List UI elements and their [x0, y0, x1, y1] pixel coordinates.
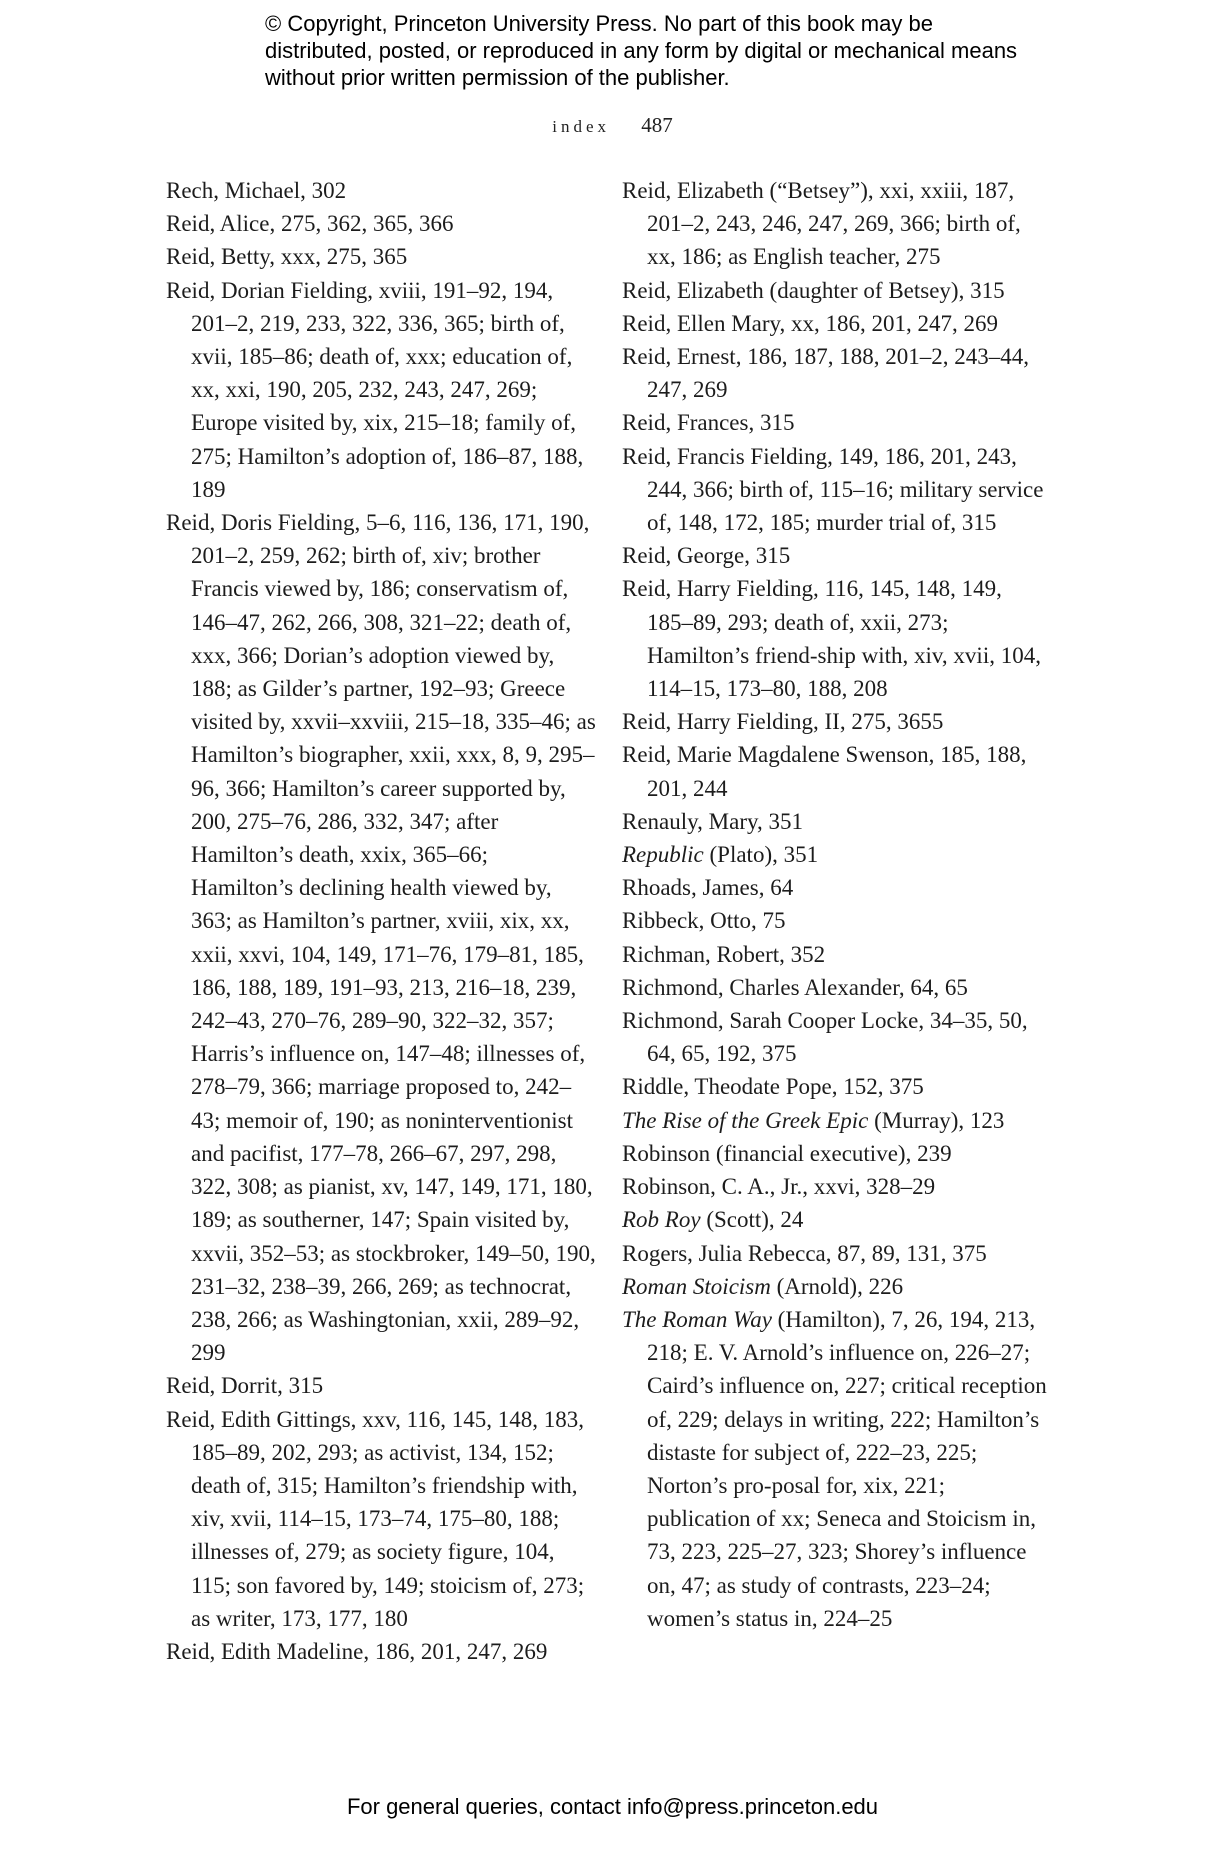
index-entry-text: (Scott), 24: [700, 1207, 804, 1233]
index-entry-text: (Murray), 123: [868, 1107, 1005, 1133]
index-entry: [622, 871, 1052, 904]
index-entry: [622, 406, 1052, 439]
index-entry: [622, 1203, 1052, 1236]
index-entry-title: Republic: [622, 842, 704, 868]
index-entry-text: Reid, Elizabeth (“Betsey”), xxi, xxiii, 187, 201–2, 243, 246, 247, 269, 366; birth of, xx, 186; as English teacher, 275: [622, 178, 1021, 270]
copyright-notice: © Copyright, Princeton University Press. No part of this book may be distributed, posted, or reproduced in any form by digital or mechanical means without prior written permission of the publisher.: [265, 11, 1018, 90]
page-number: 487: [641, 113, 673, 137]
index-entry: [622, 805, 1052, 838]
index-entry: [166, 207, 596, 240]
index-entry: [166, 1635, 596, 1668]
index-entry: [622, 307, 1052, 340]
index-entry-text: Reid, Edith Gittings, xxv, 116, 145, 148, 183, 185–89, 202, 293; as activist, 134, 152; death of, 315; Hamilton’s friendship with, xiv, xvii, 114–15, 173–74, 175–80, 188; illnesses of, 279; as society figure, 104, 115; son favored by, 149; stoicism of, 273; as writer, 173, 177, 180: [166, 1406, 585, 1631]
index-entry: [622, 971, 1052, 1004]
index-entry-text: Rogers, Julia Rebecca, 87, 89, 131, 375: [622, 1240, 987, 1266]
index-entry: [622, 539, 1052, 572]
index-entry-text: Reid, Dorrit, 315: [166, 1373, 324, 1399]
index-entry: [622, 1303, 1052, 1635]
index-entry: [622, 705, 1052, 738]
index-entry: [622, 1137, 1052, 1170]
index-entry-text: Rhoads, James, 64: [622, 875, 794, 901]
index-entry-text: Robinson, C. A., Jr., xxvi, 328–29: [622, 1174, 936, 1200]
index-entry-text: Reid, Elizabeth (daughter of Betsey), 315: [622, 277, 1005, 303]
index-entry: [622, 938, 1052, 971]
index-entry: [166, 1403, 596, 1635]
index-entry-text: Reid, Francis Fielding, 149, 186, 201, 243, 244, 366; birth of, 115–16; military service of, 148, 172, 185; murder trial of, 315: [622, 443, 1044, 536]
index-entry-text: Reid, Betty, xxx, 275, 365: [166, 244, 408, 270]
index-entry-text: (Hamilton), 7, 26, 194, 213, 218; E. V. Arnold’s influence on, 226–27; Caird’s influence on, 227; critical reception of, 229; delays in writing, 222; Hamilton’s distaste for subject of, 222–23, 225; Norton’s pro-posal for, xix, 221; publication of xx; Seneca and Stoicism in, 73, 223, 225–27, 323; Shorey’s influence on, 47; as study of contrasts, 223–24; women’s status in, 224–25: [647, 1306, 1047, 1631]
index-entry-text: Renauly, Mary, 351: [622, 808, 803, 834]
index-entry: [622, 738, 1052, 804]
index-entry-text: Richmond, Sarah Cooper Locke, 34–35, 50, 64, 65, 192, 375: [622, 1008, 1028, 1067]
index-entry-text: Reid, George, 315: [622, 543, 791, 569]
footer-contact: For general queries, contact info@press.princeton.edu: [346, 1794, 879, 1819]
index-entry: [166, 274, 596, 506]
index-entry-text: Reid, Dorian Fielding, xviii, 191–92, 194, 201–2, 219, 233, 322, 336, 365; birth of, xvii, 185–86; death of, xxx; education of, xx, xxi, 190, 205, 232, 243, 247, 269; Europe visited by, xix, 215–18; family of, 275; Hamilton’s adoption of, 186–87, 188, 189: [166, 277, 584, 502]
index-entry: [622, 904, 1052, 937]
index-entry-text: Reid, Frances, 315: [622, 410, 795, 436]
index-entry-text: Richmond, Charles Alexander, 64, 65: [622, 974, 968, 1000]
index-entry-title: Rob Roy: [622, 1207, 701, 1233]
index-entry: [622, 1270, 1052, 1303]
index-entry-text: (Arnold), 226: [770, 1273, 904, 1299]
index-entry-text: Reid, Ernest, 186, 187, 188, 201–2, 243–44, 247, 269: [622, 344, 1029, 403]
index-entry-text: Ribbeck, Otto, 75: [622, 908, 786, 934]
index-entry: [622, 274, 1052, 307]
index-entry: [622, 1237, 1052, 1270]
index-entry: [166, 506, 596, 1369]
index-entry: [622, 838, 1052, 871]
index-entry-text: Reid, Ellen Mary, xx, 186, 201, 247, 269: [622, 310, 999, 336]
index-entry: [166, 174, 596, 207]
index-entry: [166, 1369, 596, 1402]
index-entry: [622, 572, 1052, 705]
index-entry-text: Robinson (financial executive), 239: [622, 1140, 952, 1166]
index-entry-text: Reid, Doris Fielding, 5–6, 116, 136, 171, 190, 201–2, 259, 262; birth of, xiv; brother Francis viewed by, 186; conservatism of, 146–47, 262, 266, 308, 321–22; death of, xxx, 366; Dorian’s adoption viewed by, 188; as Gilder’s partner, 192–93; Greece visited by, xxvii–xxviii, 215–18, 335–46; as Hamilton’s biographer, xxii, xxx, 8, 9, 295–96, 366; Hamilton’s career supported by, 200, 275–76, 286, 332, 347; after Hamilton’s death, xxix, 365–66; Hamilton’s declining health viewed by, 363; as Hamilton’s partner, xviii, xix, xx, xxii, xxvi, 104, 149, 171–76, 179–81, 185, 186, 188, 189, 191–93, 213, 216–18, 239, 242–43, 270–76, 289–90, 322–32, 357; Harris’s influence on, 147–48; illnesses of, 278–79, 366; marriage proposed to, 242–43; memoir of, 190; as noninterventionist and pacifist, 177–78, 266–67, 297, 298, 322, 308; as pianist, xv, 147, 149, 171, 180, 189; as southerner, 147; Spain visited by, xxvii, 352–53; as stockbroker, 149–50, 190, 231–32, 238–39, 266, 269; as technocrat, 238, 266; as Washingtonian, xxii, 289–92, 299: [166, 510, 596, 1366]
index-entry: [622, 1004, 1052, 1070]
index-entry-text: Reid, Marie Magdalene Swenson, 185, 188, 201, 244: [622, 742, 1027, 801]
index-entry-text: Reid, Alice, 275, 362, 365, 366: [166, 211, 454, 237]
index-column-right: [622, 174, 1052, 1635]
index-entry: [622, 1104, 1052, 1137]
index-entry: [622, 1070, 1052, 1103]
index-entry-text: Reid, Harry Fielding, 116, 145, 148, 149, 185–89, 293; death of, xxii, 273; Hamilton’s friend-ship with, xiv, xvii, 104, 114–15, 173–80, 188, 208: [622, 576, 1041, 702]
running-head-label: index: [552, 117, 611, 136]
index-column-left: [166, 174, 596, 1668]
index-entry: [622, 174, 1052, 274]
index-entry: [622, 1170, 1052, 1203]
running-head: [0, 113, 1225, 138]
index-entry-title: The Rise of the Greek Epic: [622, 1107, 869, 1133]
index-entry-text: Reid, Harry Fielding, II, 275, 3655: [622, 709, 944, 735]
index-entry-text: Rech, Michael, 302: [166, 178, 347, 203]
index-entry: [622, 340, 1052, 406]
index-entry-text: Reid, Edith Madeline, 186, 201, 247, 269: [166, 1638, 548, 1664]
index-entry-text: Riddle, Theodate Pope, 152, 375: [622, 1074, 924, 1100]
index-entry-title: Roman Stoicism: [622, 1273, 771, 1299]
index-entry-text: Richman, Robert, 352: [622, 941, 826, 967]
index-entry-text: (Plato), 351: [703, 842, 819, 868]
index-entry: [622, 440, 1052, 540]
index-entry-title: The Roman Way: [622, 1306, 772, 1332]
index-entry: [166, 240, 596, 273]
